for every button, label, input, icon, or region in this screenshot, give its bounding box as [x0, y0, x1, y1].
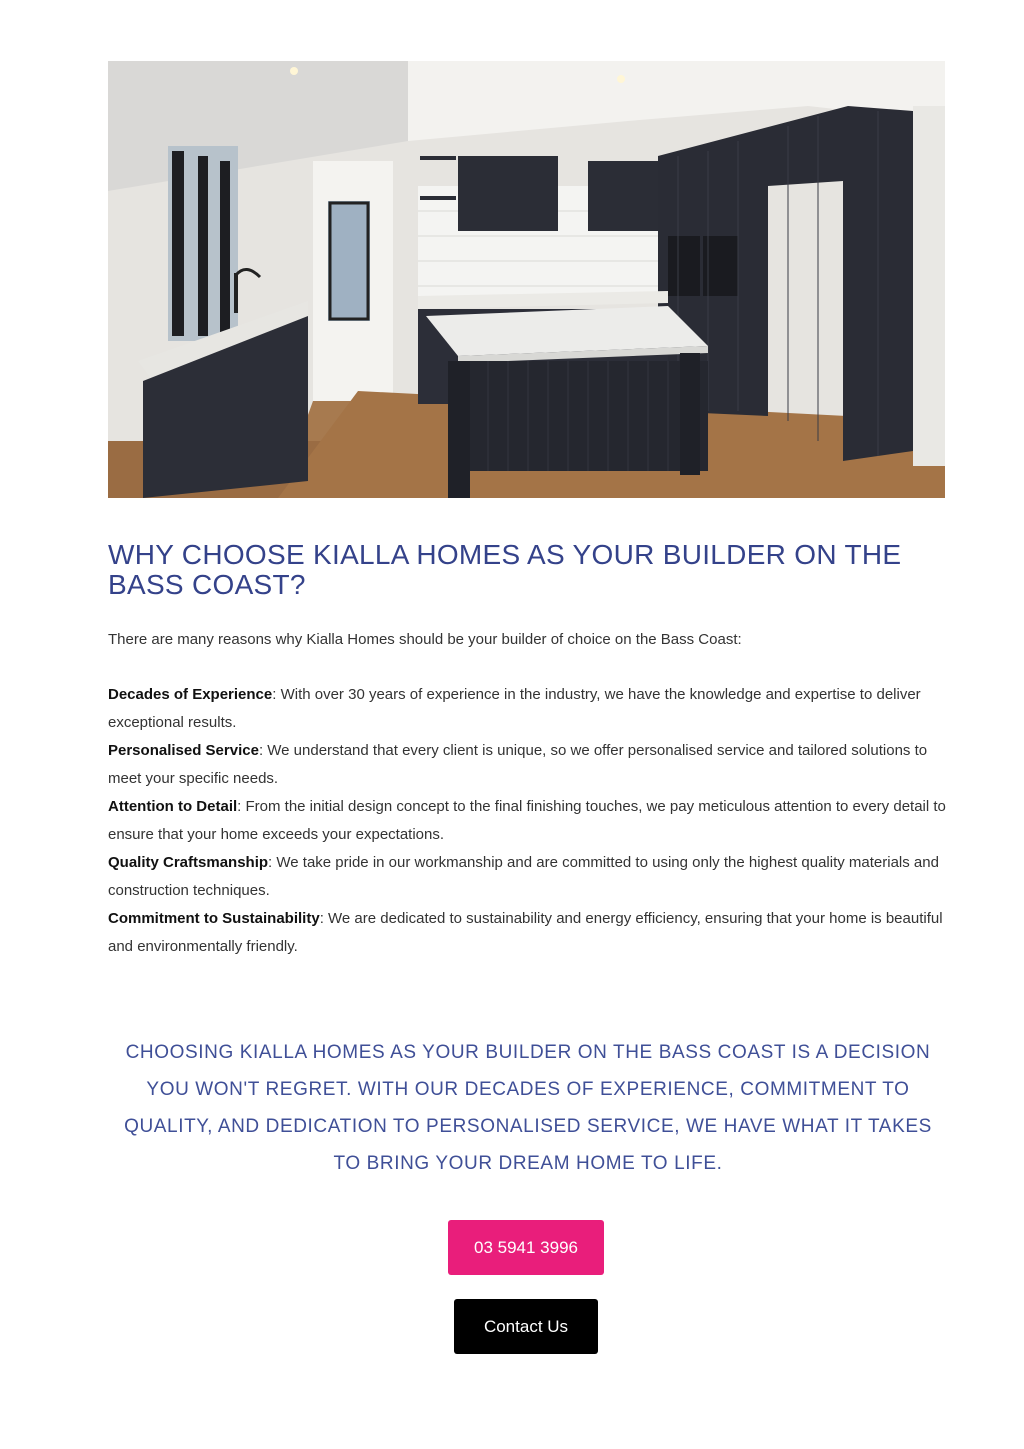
reason-title: Personalised Service: [108, 742, 259, 759]
phone-button[interactable]: 03 5941 3996: [448, 1220, 604, 1275]
reason-title: Decades of Experience: [108, 686, 273, 703]
reason-text: : We understand that every client is unique, so we offer personalised service and tailored solutions to meet your specific needs.: [108, 742, 928, 787]
reason-title: Commitment to Sustainability: [108, 910, 320, 927]
reason-text: : We take pride in our workmanship and are committed to using only the highest quality materials and construction techniques.: [108, 854, 939, 899]
list-item: [108, 905, 948, 961]
hero-kitchen-image: [108, 61, 945, 498]
reason-text: : From the initial design concept to the final finishing touches, we pay meticulous attention to every detail to ensure that your home exceeds your expectations.: [108, 798, 946, 843]
reasons-list: [108, 681, 948, 961]
section-heading: WHY CHOOSE KIALLA HOMES AS YOUR BUILDER ON THE BASS COAST?: [108, 539, 902, 600]
reason-title: Quality Craftsmanship: [108, 854, 269, 871]
section-intro: There are many reasons why Kialla Homes should be your builder of choice on the Bass Coast:: [108, 631, 742, 648]
contact-us-button[interactable]: Contact Us: [454, 1299, 598, 1354]
reason-title: Attention to Detail: [108, 798, 238, 815]
reason-text: : With over 30 years of experience in the industry, we have the knowledge and expertise to deliver exceptional results.: [108, 686, 921, 731]
list-item: [108, 793, 948, 849]
reason-text: : We are dedicated to sustainability and energy efficiency, ensuring that your home is beautiful and environmentally friendly.: [108, 910, 943, 955]
list-item: [108, 681, 948, 737]
callout-text: CHOOSING KIALLA HOMES AS YOUR BUILDER ON THE BASS COAST IS A DECISION YOU WON'T REGRET. WITH OUR DECADES OF EXPERIENCE, COMMITMENT TO QUALITY, AND DEDICATION TO PERSONALISED SERVICE, WE HAVE WHAT IT TAKES TO BRING YOUR DREAM HOME TO LIFE.: [124, 1042, 932, 1174]
list-item: [108, 849, 948, 905]
list-item: [108, 737, 948, 793]
